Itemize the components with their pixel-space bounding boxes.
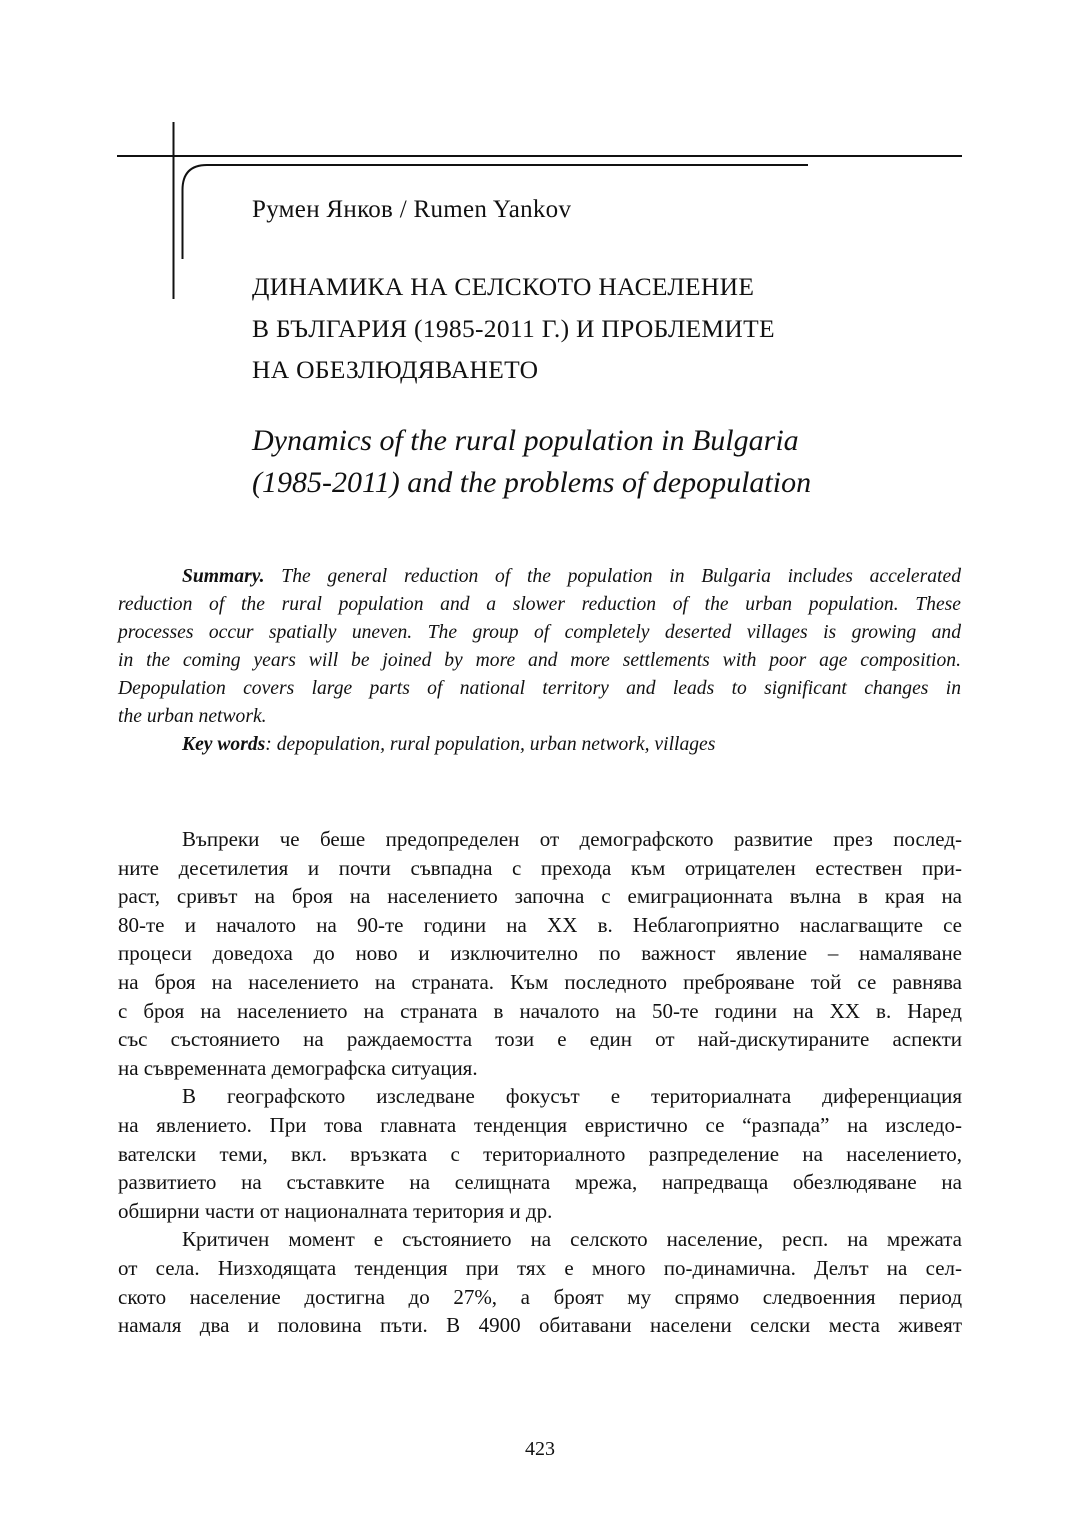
title-bg-line: ДИНАМИКА НА СЕЛСКОТО НАСЕЛЕНИЕ (252, 272, 755, 301)
body-line: на съвременната демографска ситуация. (118, 1055, 478, 1080)
body-line: обширни части от националната територия и др. (118, 1198, 553, 1223)
body-line: намаля два и половина пъти. В 4900 обитавани населени селски места живеят (118, 1313, 962, 1338)
summary-line: processes occur spatially uneven. The group of completely deserted villages is growing and (118, 622, 961, 643)
paragraph-1 (118, 825, 962, 1082)
body-line: процеси доведоха до ново и изключително по важност явление – намаляване (118, 941, 962, 966)
body-line: вателски теми, вкл. връзката с териториалното разпределение на населението, (118, 1141, 962, 1166)
paragraph-3 (118, 1225, 962, 1339)
author-name: Румен Янков / Rumen Yankov (252, 196, 572, 223)
body-line: раст, сривът на броя на населението започна с емиграционната вълна в края на (118, 884, 962, 909)
body-text (118, 825, 962, 1340)
body-line: от села. Низходящата тенденция при тях е много по-динамична. Делът на сел- (118, 1255, 962, 1280)
title-english (252, 420, 811, 504)
summary-line: Depopulation covers large parts of national territory and leads to significant changes in (118, 678, 961, 699)
body-line: на броя на населението на страната. Към последното преброяване той се равнява (118, 969, 962, 994)
summary-label: Summary. (182, 566, 265, 587)
keywords-label: Key words (182, 734, 266, 755)
body-line: ните десетилетия и почти съвпадна с прехода към отрицателен естествен при- (118, 855, 962, 880)
title-bulgarian (252, 266, 775, 391)
summary-line: in the coming years will be joined by more and more settlements with poor age composition. (118, 650, 961, 671)
title-bg-line: В БЪЛГАРИЯ (1985-2011 Г.) И ПРОБЛЕМИТЕ (252, 313, 775, 343)
body-line: развитието на съставките на селищната мрежа, напредваща обезлюдяване на (118, 1170, 962, 1195)
title-bg-line: НА ОБЕЗЛЮДЯВАНЕТО (252, 355, 539, 384)
body-line: на явлението. При това главната тенденция евристично се “разпада” на изследо- (118, 1112, 962, 1137)
body-line: Критичен момент е състоянието на селското население, респ. на мрежата (182, 1227, 962, 1252)
body-line: ското население достигна до 27%, а броят му спрямо следвоенния период (118, 1284, 962, 1309)
title-en-line: Dynamics of the rural population in Bulgaria (252, 424, 799, 457)
summary-text: The general reduction of the population in Bulgaria includes accelerated (264, 566, 961, 587)
body-line: В географското изследване фокусът е териториалната диференциация (182, 1084, 962, 1109)
summary-line: reduction of the rural population and a slower reduction of the urban population. These (118, 594, 961, 615)
body-line: 80-те и началото на 90-те години на XX в. Неблагоприятно наслагващите се (118, 912, 962, 937)
keywords-line (118, 731, 961, 759)
body-line: Въпреки че беше предопределен от демографското развитие през послед- (182, 827, 962, 851)
body-line: с броя на населението на страната в началото на 50-те години на XX в. Наред (118, 998, 962, 1023)
summary-block (118, 563, 961, 759)
summary-line: the urban network. (118, 706, 267, 727)
keywords-text: : depopulation, rural population, urban network, villages (265, 734, 716, 755)
paragraph-2 (118, 1082, 962, 1225)
title-en-line: (1985-2011) and the problems of depopulation (252, 466, 812, 499)
body-line: със състоянието на раждаемостта този е един от най-дискутираните аспекти (118, 1027, 962, 1052)
page-number: 423 (525, 1438, 555, 1460)
summary-line (118, 563, 961, 591)
